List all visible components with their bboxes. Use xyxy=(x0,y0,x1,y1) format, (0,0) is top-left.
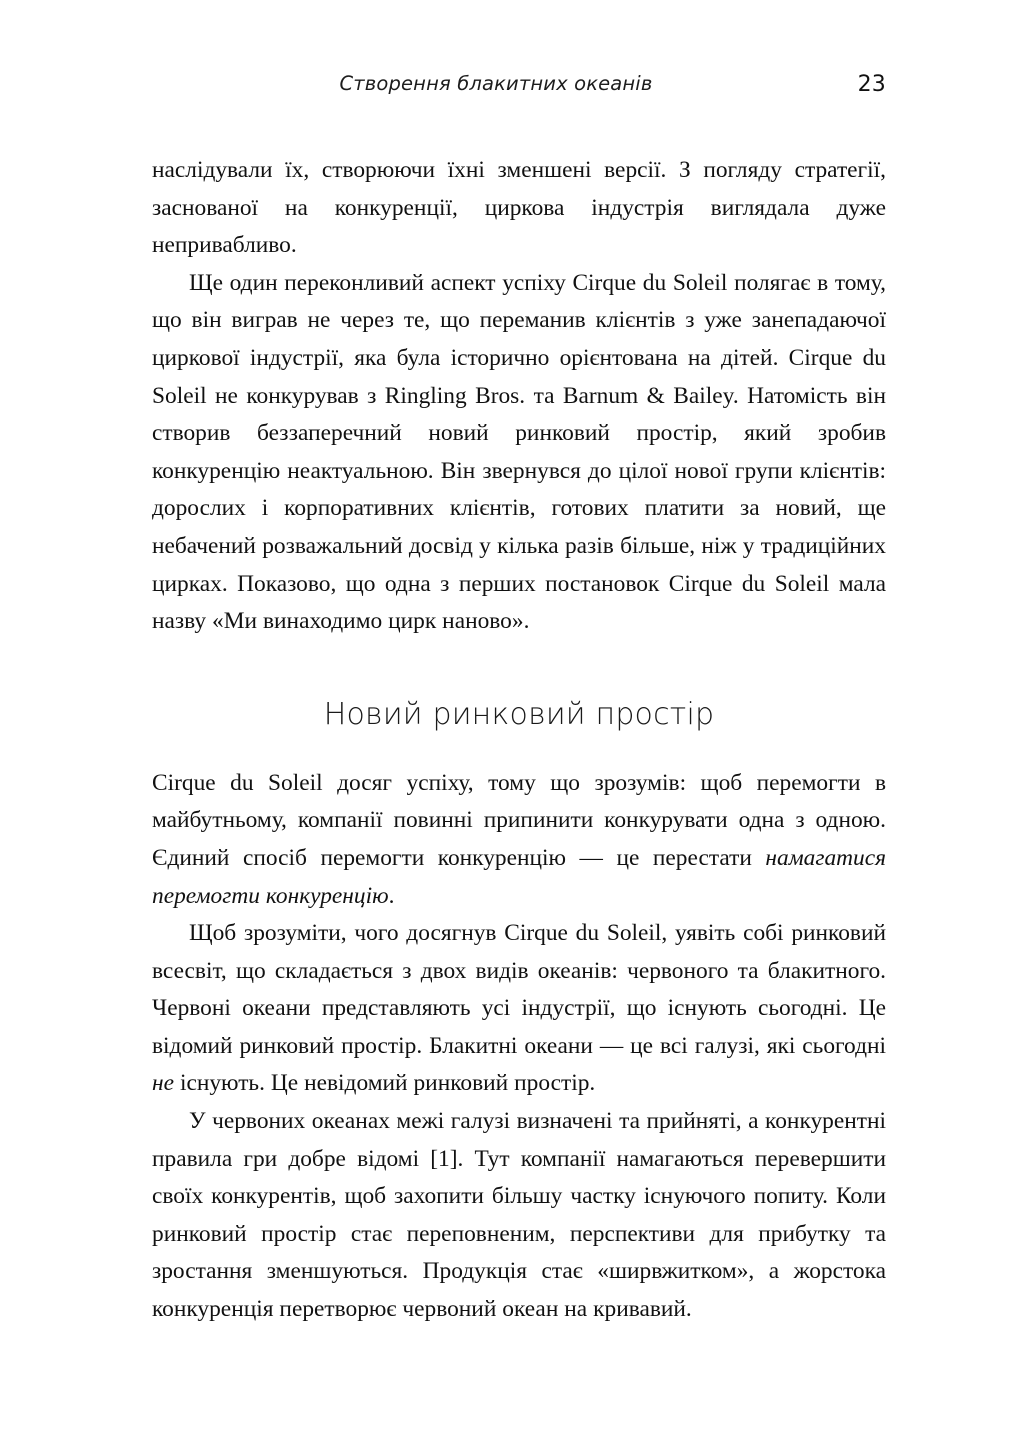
paragraph-3 xyxy=(152,765,886,915)
paragraph-2: Ще один переконливий аспект успіху Cirque du Soleil полягає в тому, що він виграв не через те, що переманив клієнтів з уже занепадаючої циркової індустрії, яка була історично орієнтована на дітей. Cirque du Soleil не конкурував з Ringling Bros. та Barnum & Bailey. Натомість він створив беззаперечний новий ринковий простір, який зробив конкуренцію неактуальною. Він звернувся до цілої нової групи клієнтів: дорослих і корпоративних клієнтів, готових платити за новий, ще небачений розважальний досвід у кілька разів більше, ніж у традиційних цирках. Показово, що одна з перших постановок Cirque du Soleil мала назву «Ми винаходимо цирк наново». xyxy=(152,269,886,635)
paragraph-3-text-lead: Cirque du Soleil досяг успіху, тому що зрозумів: щоб перемогти в майбутньому, компанії повинні припинити конкурувати одна з одною. Єдиний спосіб перемогти конкуренцію — це перестати xyxy=(152,769,886,871)
running-head-title: Створення блакитних океанів xyxy=(339,72,653,95)
paragraph-5: У червоних океанах межі галузі визначені та прийняті, а конкурентні правила гри добре відомі [1]. Тут компанії намагаються перевершити своїх конкурентів, щоб захопити більшу частку існуючого попиту. Коли ринковий простір стає переповненим, перспективи для прибутку та зростання зменшуються. Продукція стає «ширвжитком», а жорстока конкуренція перетворює червоний океан на кривавий. xyxy=(152,1108,886,1323)
paragraph-4-emphasis: не xyxy=(152,1070,174,1097)
running-head xyxy=(152,72,886,102)
paragraph-4-text-tail: існують. Це невідомий ринковий простір. xyxy=(174,1070,596,1097)
text-column xyxy=(152,152,886,1329)
paragraph-4-text-lead: Щоб зрозуміти, чого досягнув Cirque du Soleil, уявіть собі ринковий всесвіт, що складається з двох видів океанів: червоного та блакитного. Червоні океани представляють усі індустрії, що існують сьогодні. Це відомий ринковий простір. Блакитні океани — це всі галузі, які сьогодні xyxy=(152,920,886,1059)
page-number: 23 xyxy=(857,72,886,97)
paragraph-3-emphasis: намагатися перемогти конкуренцію xyxy=(152,844,886,909)
section-heading: Новий ринковий простір xyxy=(323,696,715,732)
paragraph-1: наслідували їх, створюючи їхні зменшені версії. З погляду стратегії, заснованої на конкуренції, циркова індустрія виглядала дуже непривабливо. xyxy=(152,157,886,259)
paragraph-3-text-tail: . xyxy=(388,882,395,909)
paragraph-4 xyxy=(152,915,886,1103)
section-heading-block xyxy=(152,641,886,765)
